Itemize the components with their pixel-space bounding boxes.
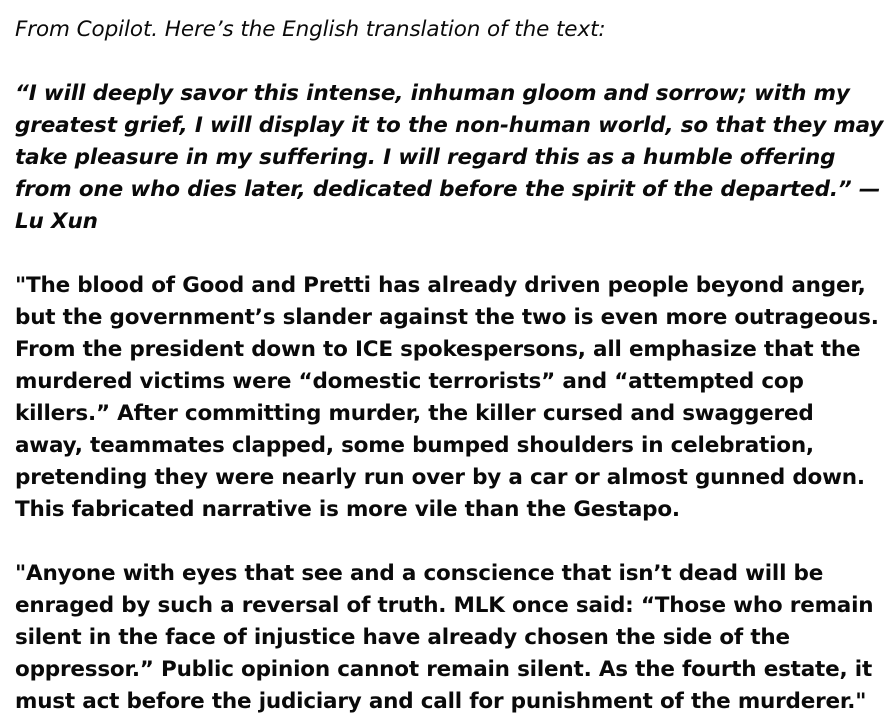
document-body (15, 14, 885, 718)
paragraph-second: "Anyone with eyes that see and a conscience that isn’t dead will be enraged by such a reversal of truth. MLK once said: “Those who remain silent in the face of injustice have already chosen the side of the oppressor.” Public opinion cannot remain silent. As the fourth estate, it must act before the judiciary and call for punishment of the murderer." (15, 561, 874, 714)
paragraph-first: "The blood of Good and Pretti has already driven people beyond anger, but the government’s slander against the two is even more outrageous. From the president down to ICE spokespersons, all emphasize that the murdered victims were “domestic terrorists” and “attempted cop killers.” After committing murder, the killer cursed and swaggered away, teammates clapped, some bumped shoulders in celebration, pretending they were nearly run over by a car or almost gunned down. This fabricated narrative is more vile than the Gestapo. (15, 273, 879, 522)
intro-line: From Copilot. Here’s the English translation of the text: (15, 17, 606, 42)
lu-xun-quote: “I will deeply savor this intense, inhuman gloom and sorrow; with my greatest grief, I will display it to the non-human world, so that they may take pleasure in my suffering. I will regard this as a humble offering from one who dies later, dedicated before the spirit of the departed.” — Lu Xun (15, 81, 884, 234)
